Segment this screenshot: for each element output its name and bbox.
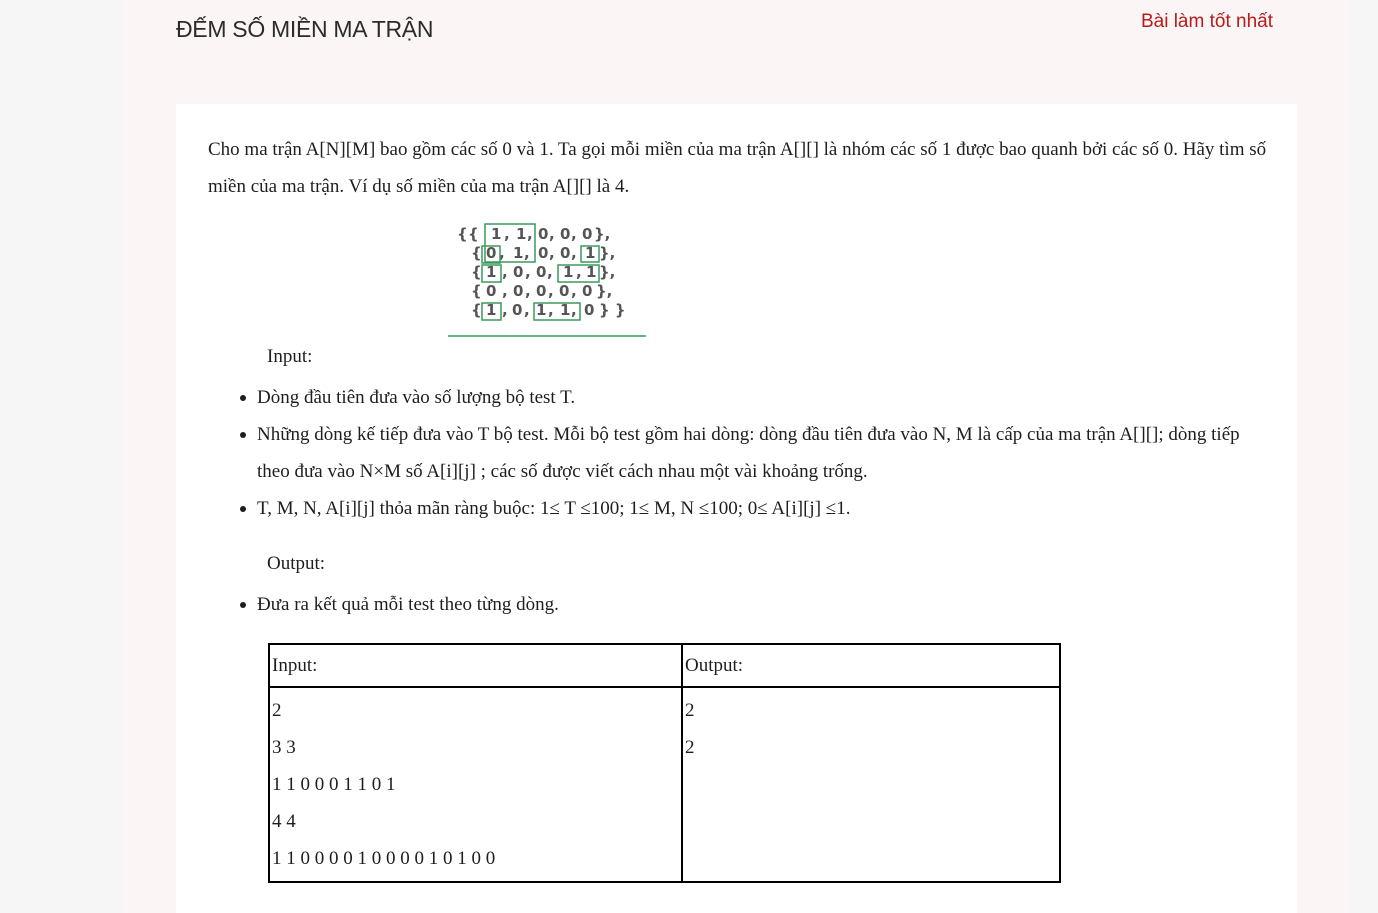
matrix-comma: , [571,282,577,300]
matrix-brace: { [471,263,482,281]
matrix-cell: 1 [586,263,597,281]
matrix-comma: , [548,301,554,319]
problem-title: ĐẾM SỐ MIỀN MA TRẬN [176,16,434,42]
matrix-cell: 0 [538,244,549,262]
matrix-cell: 1 [560,301,571,319]
matrix-brace: }, [596,282,613,300]
matrix-comma: , [571,301,577,319]
input-spec-list [176,379,1276,527]
matrix-brace: { [468,225,479,243]
matrix-cell: 0 [536,282,547,300]
matrix-brace: { [471,301,482,319]
sample-input-line: 1 1 0 0 0 0 1 0 0 0 0 1 0 1 0 0 [272,848,496,869]
matrix-comma: , [548,282,554,300]
example-table [268,643,1061,883]
matrix-cell: 0 [536,263,547,281]
matrix-cell: 0 [486,244,497,262]
matrix-cell: 0 [582,225,593,243]
matrix-comma: , [502,263,508,281]
sample-input-line: 3 3 [272,737,296,758]
matrix-comma: , [576,263,582,281]
matrix-cell: 1 [516,225,527,243]
sample-output-line: 2 [685,737,695,758]
matrix-cell: 0 [512,301,523,319]
matrix-comma: , [499,244,505,262]
output-spec-list [176,586,1276,623]
matrix-comma: , [502,282,508,300]
matrix-comma: , [571,225,577,243]
matrix-cell: 0 [538,225,549,243]
matrix-cell: 0 [513,282,524,300]
matrix-brace: } } [599,301,626,319]
matrix-comma: , [502,301,508,319]
matrix-cell: 1 [563,263,574,281]
matrix-comma: , [547,263,553,281]
matrix-cell: 1 [491,225,502,243]
matrix-brace: }, [599,263,616,281]
sample-input-line: 2 [272,700,282,721]
matrix-cell: 1 [486,263,497,281]
matrix-brace: { [471,282,482,300]
matrix-cell: 0 [560,225,571,243]
matrix-brace: }, [599,244,616,262]
matrix-cell: 1 [536,301,547,319]
matrix-comma: , [524,244,530,262]
matrix-comma: , [549,244,555,262]
sample-input-line: 4 4 [272,811,296,832]
output-label: Output: [267,553,326,574]
table-row [269,687,1060,882]
matrix-cell: 1 [486,301,497,319]
matrix-cell: 0 [486,282,497,300]
matrix-comma: , [571,244,577,262]
best-solution-link[interactable]: Bài làm tốt nhất [1140,11,1273,32]
problem-content [176,104,1297,913]
matrix-cell: 0 [559,282,570,300]
matrix-cell: 1 [585,244,596,262]
matrix-cell: 1 [513,244,524,262]
sample-output-cell [682,687,1060,882]
matrix-brace: { [471,244,482,262]
sample-output-line: 2 [685,700,695,721]
sample-input-line: 1 1 0 0 0 1 1 0 1 [272,774,396,795]
matrix-comma: , [524,301,530,319]
matrix-cell: 0 [513,263,524,281]
matrix-example-figure [448,216,648,338]
list-item: Đưa ra kết quả mỗi test theo từng dòng. [176,586,1276,623]
matrix-cell: 0 [560,244,571,262]
matrix-comma: , [504,225,510,243]
matrix-comma: , [525,282,531,300]
matrix-comma: , [525,263,531,281]
output-header-cell: Output: [682,644,1060,687]
list-item: T, M, N, A[i][j] thỏa mãn ràng buộc: 1≤ T ≤100; 1≤ M, N ≤100; 0≤ A[i][j] ≤1. [176,490,1276,527]
matrix-brace: }, [594,225,611,243]
list-item: Dòng đầu tiên đưa vào số lượng bộ test T. [176,379,1276,416]
sample-input-cell [269,687,682,882]
matrix-cell: 0 [582,282,593,300]
matrix-cell: 0 [584,301,595,319]
input-header-cell: Input: [269,644,682,687]
matrix-comma: , [527,225,533,243]
matrix-brace: { [457,225,468,243]
matrix-comma: , [549,225,555,243]
problem-statement: Cho ma trận A[N][M] bao gồm các số 0 và 1. Ta gọi mỗi miền của ma trận A[][] là nhóm các số 1 được bao quanh bởi các số 0. Hãy tìm số miền của ma trận. Ví dụ số miền của ma trận A[][] là 4. [208,139,1267,197]
input-label: Input: [267,346,313,367]
table-header-row [269,644,1060,687]
list-item: Những dòng kế tiếp đưa vào T bộ test. Mỗi bộ test gồm hai dòng: dòng đầu tiên đưa vào N, M là cấp của ma trận A[][]; dòng tiếp theo đưa vào N×M số A[i][j] ; các số được viết cách nhau một vài khoảng trống. [176,416,1276,490]
